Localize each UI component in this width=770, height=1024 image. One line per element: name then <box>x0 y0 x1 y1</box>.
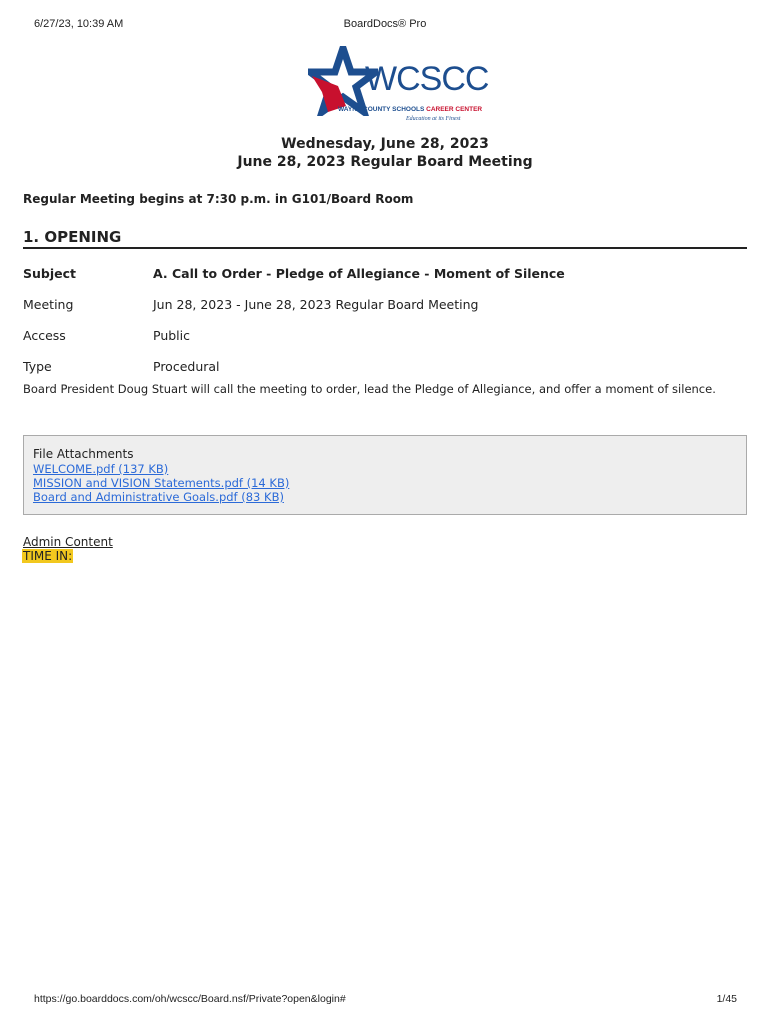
meeting-name-title: June 28, 2023 Regular Board Meeting <box>237 154 533 170</box>
subject-value: A. Call to Order - Pledge of Allegiance - Moment of Silence <box>153 266 565 281</box>
print-datetime: 6/27/23, 10:39 AM <box>34 18 124 30</box>
section-title: 1. OPENING <box>23 228 122 246</box>
logo-subtitle: WAYNE COUNTY SCHOOLS CAREER CENTER <box>338 106 483 113</box>
wcscc-logo <box>300 40 489 126</box>
meeting-label: Meeting <box>23 297 74 312</box>
logo-tagline: Education at its Finest <box>406 116 461 122</box>
subject-label: Subject <box>23 266 76 281</box>
attachment-link[interactable]: WELCOME.pdf (137 KB) <box>33 462 169 476</box>
time-in-highlight: TIME IN: <box>23 549 73 563</box>
file-attachments-box <box>23 435 747 515</box>
type-label: Type <box>23 359 52 374</box>
logo-wordmark: WCSCC <box>365 60 489 98</box>
access-label: Access <box>23 328 66 343</box>
item-description: Board President Doug Stuart will call the meeting to order, lead the Pledge of Allegiance, and offer a moment of silence. <box>23 382 716 396</box>
attachment-link[interactable]: MISSION and VISION Statements.pdf (14 KB) <box>33 476 290 490</box>
meeting-note: Regular Meeting begins at 7:30 p.m. in G101/Board Room <box>23 192 414 206</box>
print-app-title: BoardDocs® Pro <box>343 18 427 30</box>
attachments-title: File Attachments <box>33 447 134 461</box>
meeting-value: Jun 28, 2023 - June 28, 2023 Regular Board Meeting <box>153 297 479 312</box>
type-value: Procedural <box>153 359 220 374</box>
meeting-date-title: Wednesday, June 28, 2023 <box>281 136 489 152</box>
attachment-link[interactable]: Board and Administrative Goals.pdf (83 KB) <box>33 490 284 504</box>
access-value: Public <box>153 328 190 343</box>
section-heading <box>23 228 747 249</box>
print-url: https://go.boarddocs.com/oh/wcscc/Board.nsf/Private?open&login# <box>34 993 346 1005</box>
page-number: 1/45 <box>716 993 737 1005</box>
admin-content-link[interactable]: Admin Content <box>23 535 113 549</box>
